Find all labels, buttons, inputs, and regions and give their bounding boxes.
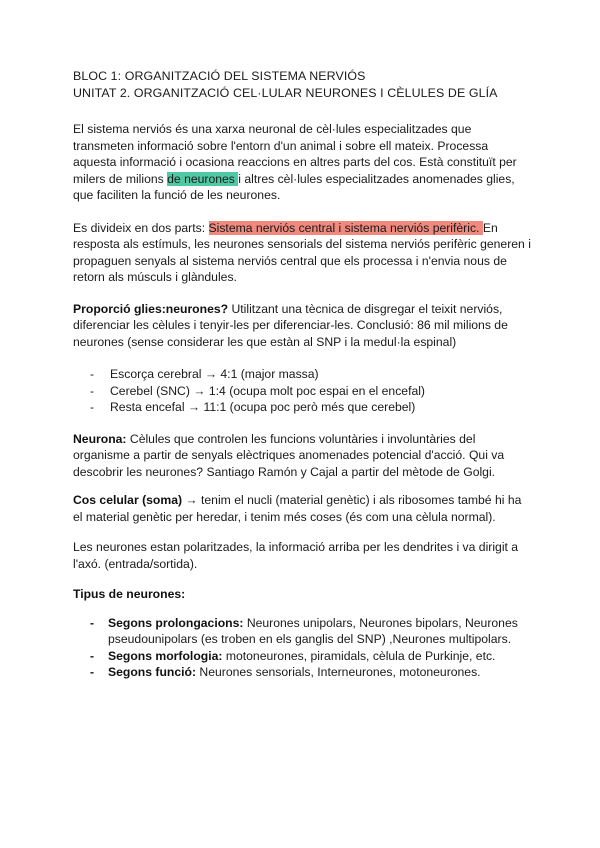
bloc-title: BLOC 1: ORGANITZACIÓ DEL SISTEMA NERVIÓS bbox=[73, 69, 366, 83]
list-item: - Cerebel (SNC) → 1:4 (ocupa molt poc espai en el encefal) bbox=[90, 383, 425, 398]
list-item: - Segons morfologia: motoneurones, piramidals, cèlula de Purkinje, etc. bbox=[90, 648, 496, 663]
proporcio-paragraph: Proporció glies:neurones? Utilitzant una tècnica de disgregar el teixit nerviós, diferenciar les cèlules i tenyir-les per diferenciar-les. Conclusió: 86 mil milions de neurones (sense considerar les que estàn al SNP i la medul·la espinal) bbox=[73, 301, 508, 349]
unitat-title: UNITAT 2. ORGANITZACIÓ CEL·LULAR NEURONES I CÈLULES DE GLÍA bbox=[73, 85, 498, 100]
tipus-title: Tipus de neurones: bbox=[73, 587, 186, 601]
polaritzades-paragraph: Les neurones estan polaritzades, la informació arriba per les dendrites i va dirigit a l'axó. (entrada/sortida). bbox=[73, 540, 519, 571]
highlight-sistema-nervios: Sistema nerviós central i sistema nerviós perifèric. bbox=[208, 220, 483, 235]
list-item: - Segons funció: Neurones sensorials, Interneurones, motoneurones. bbox=[90, 665, 481, 679]
tipus-list bbox=[73, 615, 533, 681]
intro-paragraph: El sistema nerviós és una xarxa neuronal de cèl·lules especialitzades que transmeten informació sobre l'entorn d'un animal i sobre ell mateix. Processa aquesta informació i ocasiona reaccions en altres parts del cos. Està constituït per milers de milions de neurones i altres cèl·lules especialitzades anomenades glies, que faciliten la funció de les neurones. bbox=[73, 122, 517, 202]
document-page bbox=[73, 68, 533, 681]
division-paragraph: Es divideix en dos parts: Sistema nerviós central i sistema nerviós perifèric. En resposta als estímuls, les neurones sensorials del sistema nerviós perifèric generen i propaguen senyals al sistema nerviós central que els processa i n'envia nous de retorn als músculs i glàndules. bbox=[73, 220, 531, 284]
list-item: - Escorça cerebral → 4:1 (major massa) bbox=[90, 367, 319, 381]
list-item: - Segons prolongacions: Neurones unipolars, Neurones bipolars, Neurones pseudounipolars (es troben en els ganglis del SNP) ,Neurones multipolars. bbox=[90, 615, 518, 646]
list-item: - Resta encefal → 11:1 (ocupa poc però més que cerebel) bbox=[90, 400, 416, 414]
highlight-neurones: de neurones bbox=[167, 171, 239, 186]
cos-celular-paragraph: Cos celular (soma) → tenim el nucli (material genètic) i als ribosomes també hi ha el material genètic per heredar, i tenim més coses (és com una cèlula normal). bbox=[73, 493, 522, 524]
proporcio-list bbox=[73, 366, 533, 416]
neurona-paragraph: Neurona: Cèlules que controlen les funcions voluntàries i involuntàries del organisme a partir de senyals elèctriques anomenades potencial d'acció. Qui va descobrir les neurones? Santiago Ramón y Cajal a partir del mètode de Golgi. bbox=[73, 431, 505, 479]
document-heading bbox=[73, 68, 533, 101]
